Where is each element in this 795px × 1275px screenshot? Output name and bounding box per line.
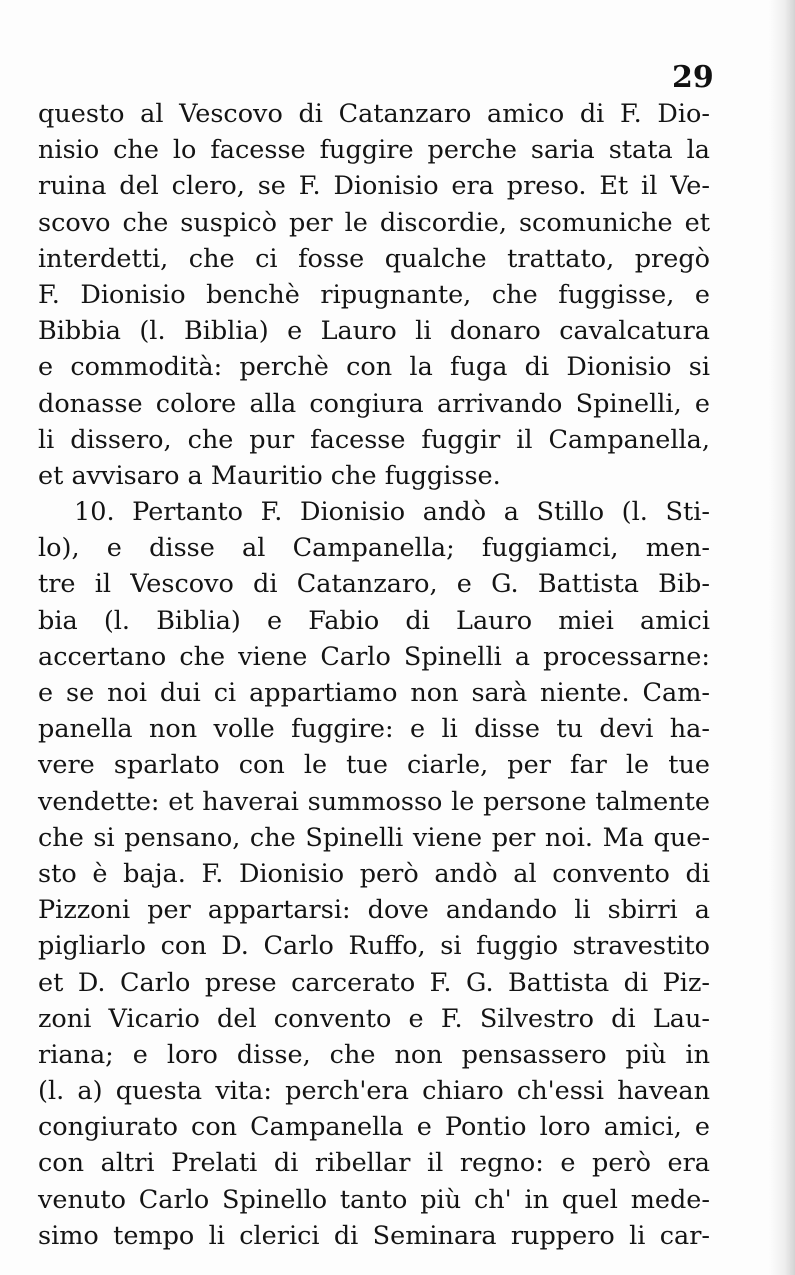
- text-line: vere sparlato con le tue ciarle, per far le tue: [38, 750, 710, 781]
- text-line: scovo che suspicò per le discordie, scomuniche et: [38, 207, 710, 238]
- text-line: venuto Carlo Spinello tanto più ch' in quel mede-: [38, 1184, 710, 1215]
- text-line: congiurato con Campanella e Pontio loro amici, e: [38, 1112, 710, 1143]
- text-line: sto è baja. F. Dionisio però andò al convento di: [38, 858, 710, 889]
- text-line: nisio che lo facesse fuggire perche saria stata la: [38, 135, 710, 166]
- text-line: Pizzoni per appartarsi: dove andando li sbirri a: [38, 895, 710, 926]
- page-number: 29: [672, 60, 714, 95]
- text-line: et avvisaro a Mauritio che fuggisse.: [38, 460, 501, 491]
- text-line: con altri Prelati di ribellar il regno: e però era: [38, 1148, 710, 1179]
- text-line: interdetti, che ci fosse qualche trattato, pregò: [38, 243, 710, 274]
- body-text: [38, 96, 710, 1254]
- text-line: lo), e disse al Campanella; fuggiamci, men-: [38, 533, 710, 564]
- text-line: simo tempo li clerici di Seminara ruppero li car-: [38, 1220, 710, 1251]
- text-line: che si pensano, che Spinelli viene per noi. Ma que-: [38, 822, 710, 853]
- text-line: ruina del clero, se F. Dionisio era preso. Et il Ve-: [38, 171, 710, 202]
- text-line: riana; e loro disse, che non pensassero più in: [38, 1039, 710, 1070]
- text-line: F. Dionisio benchè ripugnante, che fuggisse, e: [38, 279, 710, 310]
- text-line: pigliarlo con D. Carlo Ruffo, si fuggio stravestito: [38, 931, 710, 962]
- text-line: vendette: et haverai summosso le persone talmente: [38, 786, 710, 817]
- text-line: panella non volle fuggire: e li disse tu devi ha-: [38, 714, 710, 745]
- text-line: tre il Vescovo di Catanzaro, e G. Battista Bib-: [38, 569, 710, 600]
- text-line: e se noi dui ci appartiamo non sarà niente. Cam-: [38, 678, 710, 708]
- text-line: e commodità: perchè con la fuga di Dionisio si: [38, 352, 710, 383]
- page-edge-shadow: [769, 0, 795, 1275]
- text-line: bia (l. Biblia) e Fabio di Lauro miei amici: [38, 605, 710, 636]
- text-line: (l. a) questa vita: perch'era chiaro ch'essi havean: [38, 1076, 710, 1107]
- text-line: Bibbia (l. Biblia) e Lauro li donaro cavalcatura: [38, 316, 710, 347]
- text-line: li dissero, che pur facesse fuggir il Campanella,: [38, 424, 710, 455]
- text-line: et D. Carlo prese carcerato F. G. Battista di Piz-: [38, 967, 710, 998]
- text-line: accertano che viene Carlo Spinelli a processarne:: [38, 641, 710, 672]
- text-line: zoni Vicario del convento e F. Silvestro di Lau-: [38, 1003, 710, 1034]
- text-line: questo al Vescovo di Catanzaro amico di F. Dio-: [38, 99, 710, 129]
- paragraph-start-line: 10. Pertanto F. Dionisio andò a Stillo (l. Sti-: [74, 497, 710, 528]
- text-line: donasse colore alla congiura arrivando Spinelli, e: [38, 388, 710, 419]
